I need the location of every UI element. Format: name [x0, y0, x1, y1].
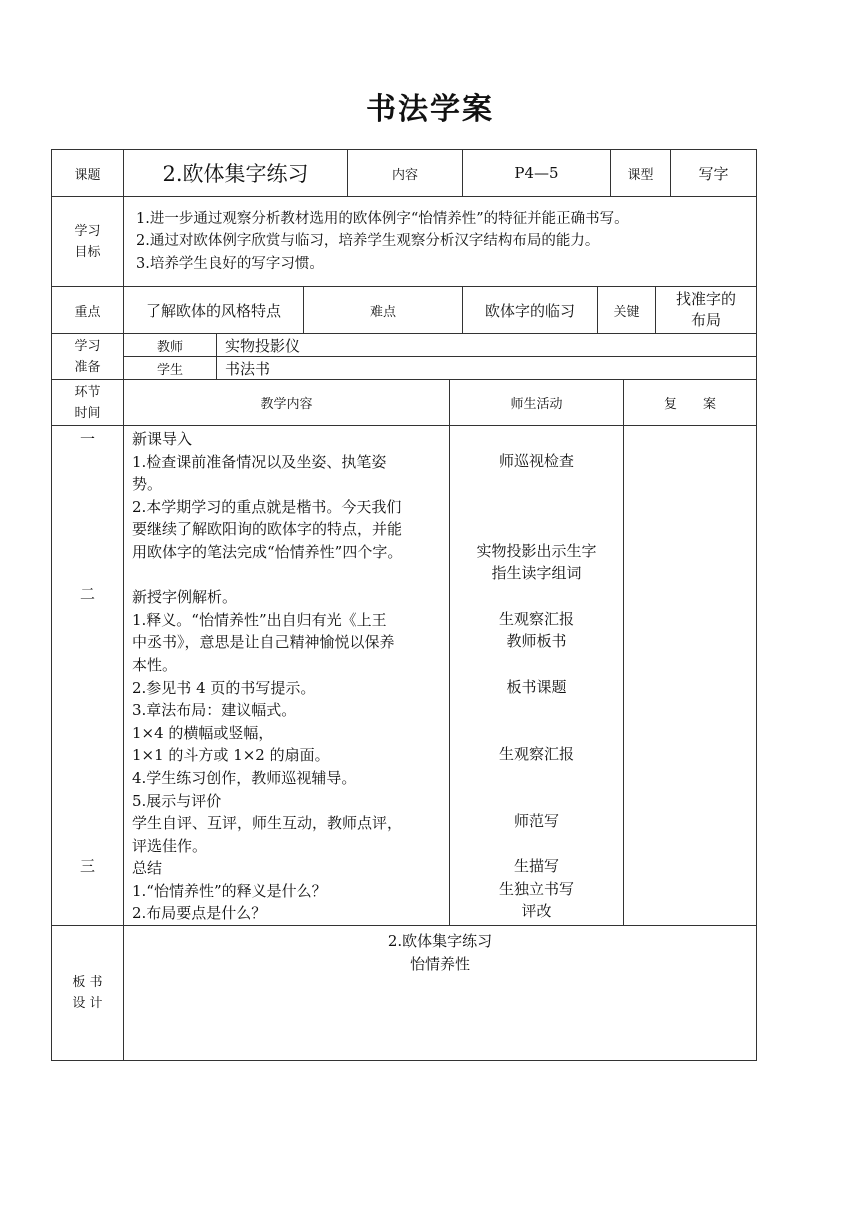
board-line: 2.欧体集字练习	[387, 932, 493, 951]
activity-line: 指生读字组词	[491, 564, 582, 582]
content-label: 内容	[348, 150, 463, 197]
prep-label-line: 准备	[74, 359, 101, 375]
content-line: 要继续了解欧阳询的欧体字的特点，并能	[132, 520, 403, 539]
activities-cell	[450, 426, 624, 926]
activity-line: 实物投影出示生字	[476, 542, 597, 560]
review-cell	[624, 426, 757, 926]
prep-label-line: 学习	[74, 338, 101, 354]
stage-marker: 三	[79, 857, 95, 875]
objectives-label	[52, 197, 124, 287]
content-line: 本性。	[132, 655, 178, 674]
content-line: 中丞书》，意思是让自己精神愉悦以保养	[132, 633, 395, 652]
board-label-line: 板 书	[72, 975, 103, 991]
prep-teacher-label: 教师	[124, 334, 217, 357]
crux-value-line: 找准字的	[675, 290, 736, 308]
objectives-row	[51, 196, 757, 287]
prep-label	[52, 334, 124, 380]
content-line: 2.本学期学习的重点就是楷书。今天我们	[132, 497, 402, 516]
board-label-line: 设 计	[72, 996, 103, 1012]
difficulty-value: 欧体字的临习	[463, 287, 598, 334]
content-line: 1×1 的斗方或 1×2 的扇面。	[132, 746, 330, 765]
activity-line: 生描写	[513, 857, 559, 875]
activity-line: 师范写	[513, 812, 559, 830]
teaching-content-cell	[124, 426, 450, 926]
content-line: 评选佳作。	[132, 836, 208, 855]
board-line: 怡情养性	[409, 955, 470, 974]
crux-value-line: 布局	[690, 311, 721, 329]
objectives-label-line: 学习	[74, 223, 101, 239]
activity-line: 生独立书写	[498, 880, 574, 898]
prep-teacher-value: 实物投影仪	[217, 334, 757, 357]
stage-marker: 一	[79, 430, 95, 448]
board-design-content	[124, 926, 757, 1061]
focus-row	[51, 286, 757, 334]
activity-line: 师巡视检查	[498, 452, 574, 470]
topic-label: 课题	[52, 150, 124, 197]
stage-header-line: 环节	[74, 384, 101, 400]
crux-value	[656, 287, 757, 334]
type-value: 写字	[671, 150, 757, 197]
content-column-header: 教学内容	[124, 380, 450, 426]
lesson-plan-sheet	[51, 149, 756, 1061]
stage-column-header	[52, 380, 124, 426]
content-line: 势。	[132, 475, 163, 494]
type-label: 课型	[611, 150, 671, 197]
page-title: 书法学案	[366, 92, 494, 127]
key-point-label: 重点	[52, 287, 124, 334]
content-line: 4.学生练习创作，教师巡视辅导。	[132, 768, 357, 787]
review-column-header: 复 案	[624, 380, 757, 426]
process-table	[51, 379, 757, 926]
activity-line: 评改	[521, 902, 552, 920]
activity-line: 板书课题	[506, 678, 567, 696]
content-line: 1×4 的横幅或竖幅，	[132, 723, 274, 742]
content-line: 新课导入	[132, 430, 193, 448]
crux-label: 关键	[598, 287, 656, 334]
objective-item: 2.通过对欧体例字欣赏与临习，培养学生观察分析汉字结构布局的能力。	[136, 233, 600, 250]
content-line: 用欧体字的笔法完成“怡情养性”四个字。	[132, 542, 403, 561]
topic-value: 2.欧体集字练习	[124, 150, 348, 197]
content-value: P4—5	[463, 150, 611, 197]
difficulty-label: 难点	[304, 287, 463, 334]
content-line: 2.参见书 4 页的书写提示。	[132, 678, 316, 697]
content-line: 1.释义。“怡情养性”出自归有光《上王	[132, 610, 387, 629]
activity-line: 生观察汇报	[498, 745, 574, 763]
prep-student-label: 学生	[124, 357, 217, 380]
activity-column-header: 师生活动	[450, 380, 624, 426]
stage-header-line: 时间	[74, 405, 101, 421]
key-point-value: 了解欧体的风格特点	[124, 287, 304, 334]
content-line: 3.章法布局：建议幅式。	[132, 701, 297, 720]
topic-row	[51, 149, 757, 197]
activity-line: 生观察汇报	[498, 610, 574, 628]
prep-row	[51, 333, 757, 380]
content-line	[132, 564, 443, 587]
objectives-list	[124, 197, 757, 287]
activity-line: 教师板书	[506, 632, 567, 650]
content-line: 学生自评、互评，师生互动，教师点评，	[132, 814, 403, 833]
prep-student-value: 书法书	[217, 357, 757, 380]
content-line: 1.检查课前准备情况以及坐姿、执笔姿	[132, 452, 387, 471]
board-design-label	[52, 926, 124, 1061]
content-line: 总结	[132, 859, 163, 878]
content-line: 5.展示与评价	[132, 791, 222, 810]
content-line: 2.布局要点是什么？	[132, 904, 267, 923]
stage-cell	[52, 426, 124, 926]
objectives-label-line: 目标	[74, 244, 101, 260]
objective-item: 3.培养学生良好的写字习惯。	[136, 255, 324, 272]
objective-item: 1.进一步通过观察分析教材选用的欧体例字“怡情养性”的特征并能正确书写。	[136, 210, 629, 227]
board-design-row	[51, 925, 757, 1061]
content-line: 新授字例解析。	[132, 588, 238, 607]
stage-marker: 二	[79, 585, 95, 603]
content-line: 1.“怡情养性”的释义是什么？	[132, 881, 327, 900]
